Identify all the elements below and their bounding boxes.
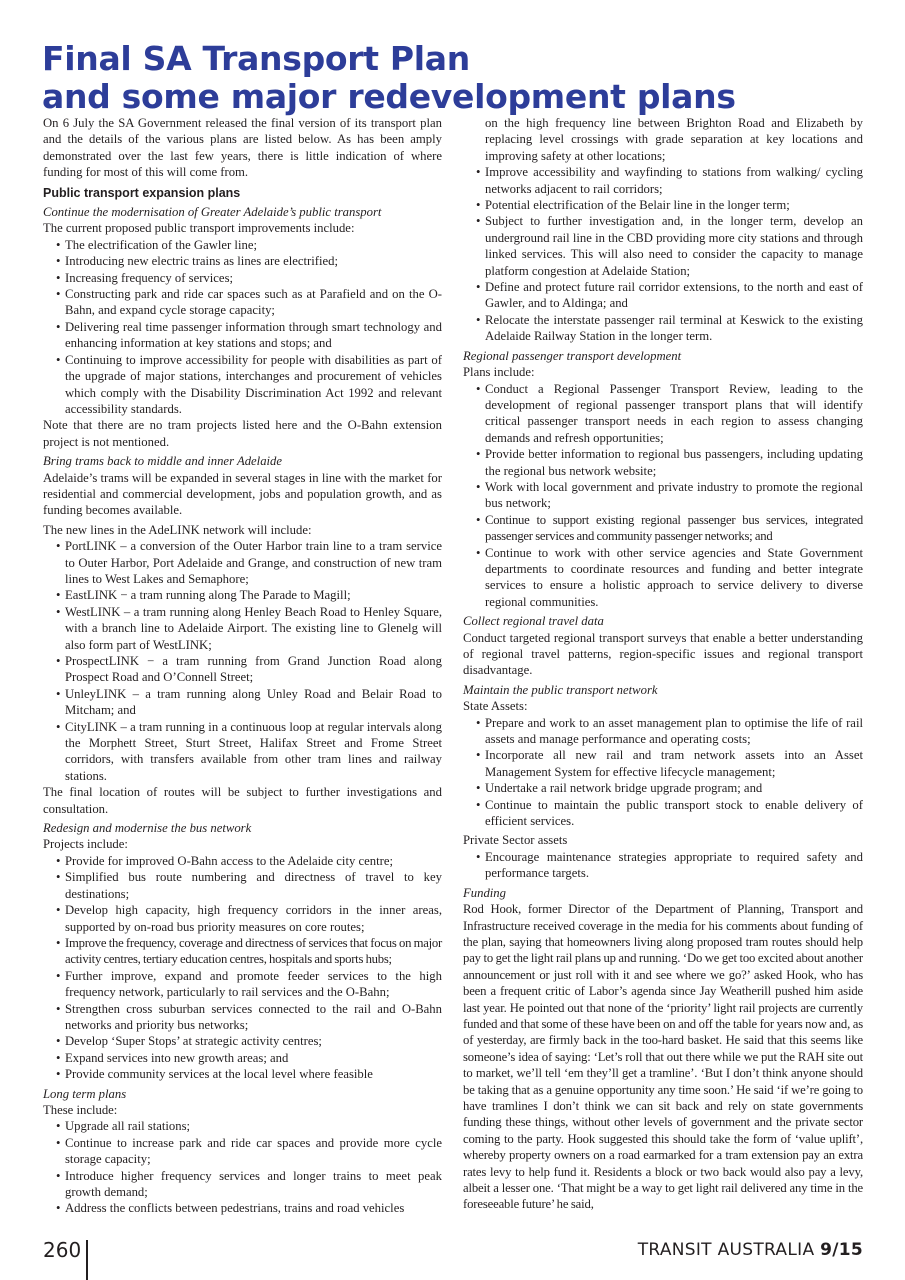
subheading-funding: Funding bbox=[463, 885, 506, 900]
list-item: • Provide for improved O-Bahn access to the Adelaide city centre; bbox=[65, 853, 442, 869]
long-lead: These include: bbox=[43, 1102, 118, 1117]
subheading-collect: Collect regional travel data bbox=[463, 614, 604, 629]
subheading-long-term: Long term plans bbox=[43, 1086, 127, 1101]
maintain-lead: State Assets: bbox=[463, 699, 528, 714]
regional-lead: Plans include: bbox=[463, 365, 535, 380]
list-item: • Continue to increase park and ride car spaces and provide more cycle storage capacity; bbox=[65, 1135, 442, 1168]
left-column bbox=[43, 115, 442, 1217]
publication-footer bbox=[638, 1240, 863, 1260]
private-sector-heading: Private Sector assets bbox=[463, 833, 568, 848]
list-item: • The electrification of the Gawler line; bbox=[65, 237, 442, 253]
pt-improvement-list bbox=[43, 237, 442, 417]
list-item: • Define and protect future rail corridor extensions, to the north and east of Gawler, and to Aldinga; and bbox=[485, 279, 863, 312]
funding-paragraph: Rod Hook, former Director of the Department of Planning, Transport and Infrastructure received coverage in the media for his comments about funding of the plan, saying that homeowners living along proposed tram routes should help pay to get the light rail plans up and running. ‘Do we get too excited about another announcement or just roll with it and see where we go?’ asked Hook, who has been a frequent critic of Labor’s agenda since Jay Weatherill pushed him aside last year. He pointed out that none of the ‘priority’ light rail projects are currently funded and that some of these have been on and off the table for years now and, as of yesterday, are firmly back in the too-hard basket. He said that this seems like someone’s idea of saying: ‘Let’s roll that out there while we put the RAH site out to market, we’ll tell ‘em they’ll get a tramline’. ‘But I don’t think anyone should be taking that as a genuine opportunity any time soon.’ He said ‘if we’re going to have tramlines I don’t think we can sit back and rely on state governments funding these things, without other levels of government and the private sector coming to the party. Hook suggested this should take the form of ‘value uplift’, whereby property owners on a road earmarked for a tram extension pay an extra rates levy to help fund it. Residents a block or two back would also pay a levy, albeit a lesser one. ‘That might be a way to get light rail delivered any time in the foreseeable future’ he said, bbox=[463, 902, 863, 1212]
list-item: • Introduce higher frequency services and longer trains to meet peak growth demand; bbox=[65, 1168, 442, 1201]
bus-lead: Projects include: bbox=[43, 837, 128, 852]
list-item: • Address the conflicts between pedestrians, trains and road vehicles bbox=[65, 1200, 442, 1216]
list-item: • Incorporate all new rail and tram network assets into an Asset Management System for effective lifecycle management; bbox=[485, 747, 863, 780]
list-item: • Conduct a Regional Passenger Transport Review, leading to the development of regional passenger transport plans that will identify critical passenger transport needs in each region to assess changing demands and refresh opportunities; bbox=[485, 381, 863, 447]
list-item: • Constructing park and ride car spaces such as at Parafield and on the O-Bahn, and expand cycle storage capacity; bbox=[65, 286, 442, 319]
list-item: • Relocate the interstate passenger rail terminal at Keswick to the existing Adelaide Railway Station in the longer term. bbox=[485, 312, 863, 345]
publication-name: TRANSIT AUSTRALIA bbox=[637, 1240, 821, 1260]
issue-number: 9/15 bbox=[820, 1240, 863, 1260]
list-item: • Undertake a rail network bridge upgrade program; and bbox=[485, 780, 863, 796]
pt-lead: The current proposed public transport improvements include: bbox=[43, 221, 355, 236]
section-heading-public-transport: Public transport expansion plans bbox=[43, 185, 241, 200]
list-item: • Develop high capacity, high frequency corridors in the inner areas, supported by on-road bus priority measures on core routes; bbox=[65, 902, 442, 935]
long-term-list-continued bbox=[463, 164, 863, 344]
list-item: • Provide community services at the local level where feasible bbox=[65, 1066, 442, 1082]
list-item: • CityLINK – a tram running in a continuous loop at regular intervals along the Morphett Street, Sturt Street, Halifax Street and Frome Street corridors, with transfers available from other tram lines and railway stations. bbox=[65, 719, 442, 785]
continued-list-text: on the high frequency line between Brighton Road and Elizabeth by replacing level crossings with grade separation at key locations and improving safety at other locations; bbox=[485, 116, 863, 163]
title-line-2: and some major redevelopment plans bbox=[42, 77, 736, 116]
list-item: • Continuing to improve accessibility for people with disabilities as part of the upgrade of major stations, interchanges and procurement of vehicles which comply with the Disability Discrimination Act 1992 and relevant accessibility standards. bbox=[65, 352, 442, 418]
right-column bbox=[463, 115, 863, 1213]
pt-note: Note that there are no tram projects listed here and the O-Bahn extension project is not mentioned. bbox=[43, 418, 442, 449]
list-item: • Provide better information to regional bus passengers, including updating the regional bus network website; bbox=[485, 446, 863, 479]
intro-paragraph: On 6 July the SA Government released the final version of its transport plan and the details of the various plans are listed below. As has been amply demonstrated over the last few years, there is little indication of where funding for most of this will come from. bbox=[43, 116, 442, 180]
page-title bbox=[42, 40, 882, 116]
list-item: • WestLINK – a tram running along Henley Beach Road to Henley Square, with a branch line to Adelaide Airport. The existing line to Glenelg will also form part of WestLINK; bbox=[65, 604, 442, 653]
list-item: • Delivering real time passenger information through smart technology and enhancing information at key stations and stops; and bbox=[65, 319, 442, 352]
list-item: • Introducing new electric trains as lines are electrified; bbox=[65, 253, 442, 269]
maintain-list bbox=[463, 715, 863, 830]
list-item: • Encourage maintenance strategies appropriate to required safety and performance targets. bbox=[485, 849, 863, 882]
list-item: • Develop ‘Super Stops’ at strategic activity centres; bbox=[65, 1033, 442, 1049]
subheading-modernisation: Continue the modernisation of Greater Adelaide’s public transport bbox=[43, 205, 382, 220]
list-item: • UnleyLINK – a tram running along Unley Road and Belair Road to Mitcham; and bbox=[65, 686, 442, 719]
list-item: • Continue to support existing regional passenger bus services, integrated passenger services and community passenger networks; and bbox=[485, 512, 863, 545]
adelink-lead: The new lines in the AdeLINK network will include: bbox=[43, 522, 312, 537]
collect-text: Conduct targeted regional transport surveys that enable a better understanding of regional travel patterns, region-specific issues and regional transport disadvantage. bbox=[463, 630, 863, 678]
tram-paragraph: Adelaide’s trams will be expanded in several stages in line with the market for residential and commercial development, jobs and population growth, and as funding becomes available. bbox=[43, 470, 442, 518]
page-number: 260 bbox=[43, 1238, 82, 1262]
subheading-maintain: Maintain the public transport network bbox=[463, 682, 658, 697]
subheading-bus: Redesign and modernise the bus network bbox=[43, 821, 252, 836]
subheading-trams: Bring trams back to middle and inner Adelaide bbox=[43, 454, 283, 469]
footer-divider bbox=[86, 1240, 88, 1280]
list-item: • Further improve, expand and promote feeder services to the high frequency network, particularly to rail services and the O-Bahn; bbox=[65, 968, 442, 1001]
list-item: • Upgrade all rail stations; bbox=[65, 1118, 442, 1134]
list-item: • ProspectLINK − a tram running from Grand Junction Road along Prospect Road and O’Connell Street; bbox=[65, 653, 442, 686]
adelink-list bbox=[43, 538, 442, 784]
list-item: • Strengthen cross suburban services connected to the rail and O-Bahn networks and priority bus networks; bbox=[65, 1001, 442, 1034]
bus-list bbox=[43, 853, 442, 1083]
list-item: • Prepare and work to an asset management plan to optimise the life of rail assets and manage performance and operating costs; bbox=[485, 715, 863, 748]
subheading-regional: Regional passenger transport development bbox=[463, 348, 682, 363]
list-item: • Simplified bus route numbering and directness of travel to key destinations; bbox=[65, 869, 442, 902]
regional-list bbox=[463, 381, 863, 611]
list-item: • Continue to maintain the public transport stock to enable delivery of efficient services. bbox=[485, 797, 863, 830]
list-item: • Continue to work with other service agencies and State Government departments to coordinate resources and funding and better integrate services to ensure a holistic approach to service delivery to diverse regional communities. bbox=[485, 545, 863, 611]
list-item: • EastLINK − a tram running along The Parade to Magill; bbox=[65, 587, 442, 603]
list-item: • Subject to further investigation and, in the longer term, develop an underground rail line in the CBD providing more city stations and through linked services. This will also need to consider the capacity to manage platform congestion at Adelaide Station; bbox=[485, 213, 863, 279]
list-item: • PortLINK – a conversion of the Outer Harbor train line to a tram service to Outer Harbor, Port Adelaide and Grange, and construction of new tram lines to West Lakes and Semaphore; bbox=[65, 538, 442, 587]
list-item: • Work with local government and private industry to promote the regional bus network; bbox=[485, 479, 863, 512]
list-item: • Improve accessibility and wayfinding to stations from walking/ cycling networks adjacent to rail corridors; bbox=[485, 164, 863, 197]
list-item: • Potential electrification of the Belair line in the longer term; bbox=[485, 197, 863, 213]
title-line-1: Final SA Transport Plan bbox=[42, 39, 470, 78]
list-item: • Improve the frequency, coverage and directness of services that focus on major activity centres, tertiary education centres, hospitals and sports hubs; bbox=[65, 935, 442, 968]
list-item: • Expand services into new growth areas; and bbox=[65, 1050, 442, 1066]
list-item: • Increasing frequency of services; bbox=[65, 270, 442, 286]
adelink-note: The final location of routes will be subject to further investigations and consultation. bbox=[43, 785, 442, 816]
long-term-list bbox=[43, 1118, 442, 1216]
private-list bbox=[463, 849, 863, 882]
